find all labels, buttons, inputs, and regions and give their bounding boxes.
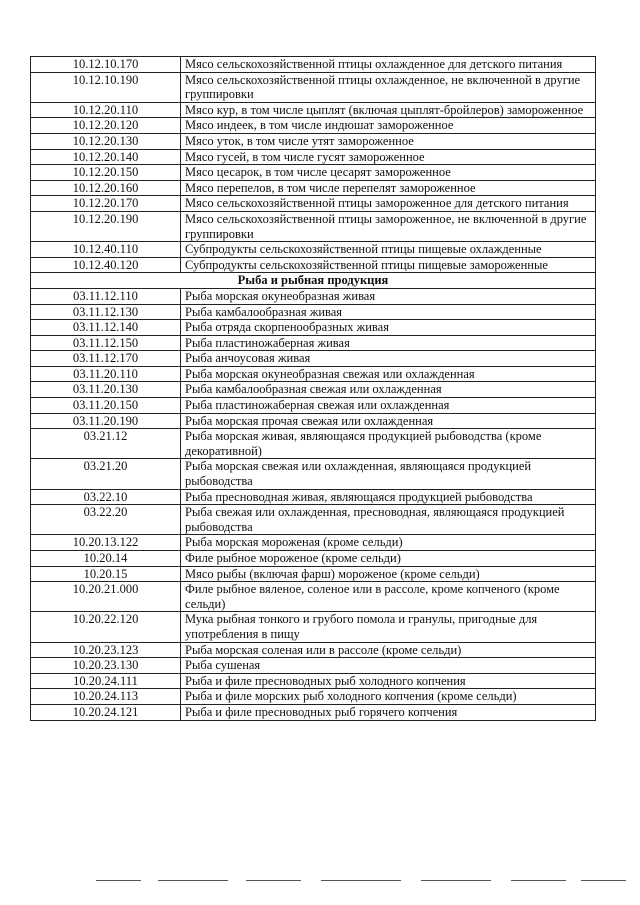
table-row bbox=[31, 658, 596, 674]
product-name-cell: Рыба свежая или охлажденная, пресноводная, являющаяся продукцией рыбоводства bbox=[181, 505, 596, 535]
product-name-cell: Мясо индеек, в том числе индюшат замороженное bbox=[181, 118, 596, 134]
table-row bbox=[31, 689, 596, 705]
product-name-cell: Рыба пресноводная живая, являющаяся продукцией рыбоводства bbox=[181, 489, 596, 505]
table-row bbox=[31, 535, 596, 551]
product-name-cell: Рыба сушеная bbox=[181, 658, 596, 674]
product-code-cell: 10.20.14 bbox=[31, 551, 181, 567]
product-code-table bbox=[30, 56, 596, 721]
product-name-cell: Рыба пластиножаберная живая bbox=[181, 335, 596, 351]
table-row bbox=[31, 165, 596, 181]
table-row bbox=[31, 673, 596, 689]
product-code-cell: 03.21.20 bbox=[31, 459, 181, 489]
table-row bbox=[31, 196, 596, 212]
table-row bbox=[31, 72, 596, 102]
table-row bbox=[31, 118, 596, 134]
product-code-cell: 03.22.10 bbox=[31, 489, 181, 505]
section-header-row bbox=[31, 273, 596, 289]
product-name-cell: Рыба пластиножаберная свежая или охлажденная bbox=[181, 398, 596, 414]
table-row bbox=[31, 149, 596, 165]
product-name-cell: Рыба морская соленая или в рассоле (кроме сельди) bbox=[181, 642, 596, 658]
table-row bbox=[31, 257, 596, 273]
table-row bbox=[31, 211, 596, 241]
product-name-cell: Рыба камбалообразная живая bbox=[181, 304, 596, 320]
product-code-cell: 03.11.20.130 bbox=[31, 382, 181, 398]
product-code-cell: 10.12.40.110 bbox=[31, 242, 181, 258]
product-name-cell: Субпродукты сельскохозяйственной птицы пищевые охлажденные bbox=[181, 242, 596, 258]
product-name-cell: Мясо уток, в том числе утят замороженное bbox=[181, 133, 596, 149]
table-row bbox=[31, 242, 596, 258]
product-code-cell: 03.11.12.110 bbox=[31, 288, 181, 304]
product-name-cell: Мясо сельскохозяйственной птицы охлажденное для детского питания bbox=[181, 57, 596, 73]
product-code-cell: 10.12.20.190 bbox=[31, 211, 181, 241]
table-row bbox=[31, 642, 596, 658]
table-row bbox=[31, 351, 596, 367]
table-row bbox=[31, 382, 596, 398]
product-name-cell: Рыба морская окунеобразная свежая или охлажденная bbox=[181, 366, 596, 382]
table-row bbox=[31, 320, 596, 336]
product-code-cell: 10.20.24.121 bbox=[31, 704, 181, 720]
product-code-cell: 03.11.20.190 bbox=[31, 413, 181, 429]
product-code-cell: 10.12.20.170 bbox=[31, 196, 181, 212]
product-name-cell: Рыба анчоусовая живая bbox=[181, 351, 596, 367]
product-code-cell: 10.12.20.150 bbox=[31, 165, 181, 181]
product-code-cell: 03.11.12.170 bbox=[31, 351, 181, 367]
product-code-cell: 10.20.13.122 bbox=[31, 535, 181, 551]
product-name-cell: Рыба морская прочая свежая или охлажденная bbox=[181, 413, 596, 429]
product-name-cell: Мука рыбная тонкого и грубого помола и гранулы, пригодные для употребления в пищу bbox=[181, 612, 596, 642]
table-row bbox=[31, 133, 596, 149]
product-name-cell: Мясо рыбы (включая фарш) мороженое (кроме сельди) bbox=[181, 566, 596, 582]
product-name-cell: Мясо сельскохозяйственной птицы охлажденное, не включенной в другие группировки bbox=[181, 72, 596, 102]
table-row bbox=[31, 335, 596, 351]
product-code-cell: 10.20.22.120 bbox=[31, 612, 181, 642]
section-title: Рыба и рыбная продукция bbox=[31, 273, 596, 289]
product-code-cell: 10.20.24.111 bbox=[31, 673, 181, 689]
product-code-cell: 10.12.20.140 bbox=[31, 149, 181, 165]
product-name-cell: Рыба морская свежая или охлажденная, являющаяся продукцией рыбоводства bbox=[181, 459, 596, 489]
table-row bbox=[31, 366, 596, 382]
product-name-cell: Субпродукты сельскохозяйственной птицы пищевые замороженные bbox=[181, 257, 596, 273]
product-name-cell: Рыба и филе морских рыб холодного копчения (кроме сельди) bbox=[181, 689, 596, 705]
product-code-cell: 03.21.12 bbox=[31, 429, 181, 459]
product-code-cell: 03.11.20.110 bbox=[31, 366, 181, 382]
product-code-cell: 03.11.12.140 bbox=[31, 320, 181, 336]
product-code-cell: 10.12.20.120 bbox=[31, 118, 181, 134]
table-row bbox=[31, 57, 596, 73]
product-name-cell: Мясо цесарок, в том числе цесарят замороженное bbox=[181, 165, 596, 181]
table-row bbox=[31, 489, 596, 505]
table-row bbox=[31, 102, 596, 118]
product-code-cell: 10.12.10.170 bbox=[31, 57, 181, 73]
product-name-cell: Рыба морская живая, являющаяся продукцией рыбоводства (кроме декоративной) bbox=[181, 429, 596, 459]
product-code-cell: 10.20.23.123 bbox=[31, 642, 181, 658]
table-row bbox=[31, 704, 596, 720]
table-row bbox=[31, 566, 596, 582]
table-row bbox=[31, 398, 596, 414]
table-row bbox=[31, 288, 596, 304]
product-name-cell: Мясо сельскохозяйственной птицы замороженное для детского питания bbox=[181, 196, 596, 212]
product-code-cell: 10.12.40.120 bbox=[31, 257, 181, 273]
product-name-cell: Рыба отряда скорпенообразных живая bbox=[181, 320, 596, 336]
product-code-cell: 10.20.15 bbox=[31, 566, 181, 582]
table-row bbox=[31, 180, 596, 196]
table-row bbox=[31, 413, 596, 429]
product-name-cell: Мясо сельскохозяйственной птицы замороженное, не включенной в другие группировки bbox=[181, 211, 596, 241]
product-code-cell: 10.20.23.130 bbox=[31, 658, 181, 674]
table-row bbox=[31, 612, 596, 642]
product-name-cell: Мясо гусей, в том числе гусят замороженное bbox=[181, 149, 596, 165]
product-name-cell: Рыба камбалообразная свежая или охлажденная bbox=[181, 382, 596, 398]
table-row bbox=[31, 582, 596, 612]
product-name-cell: Рыба морская мороженая (кроме сельди) bbox=[181, 535, 596, 551]
product-name-cell: Филе рыбное вяленое, соленое или в рассоле, кроме копченого (кроме сельди) bbox=[181, 582, 596, 612]
product-code-cell: 10.20.24.113 bbox=[31, 689, 181, 705]
product-code-cell: 10.12.10.190 bbox=[31, 72, 181, 102]
table-body bbox=[31, 57, 596, 721]
product-name-cell: Рыба морская окунеобразная живая bbox=[181, 288, 596, 304]
product-code-cell: 03.22.20 bbox=[31, 505, 181, 535]
table-row bbox=[31, 429, 596, 459]
product-name-cell: Мясо кур, в том числе цыплят (включая цыплят-бройлеров) замороженное bbox=[181, 102, 596, 118]
product-name-cell: Рыба и филе пресноводных рыб холодного копчения bbox=[181, 673, 596, 689]
product-code-cell: 10.20.21.000 bbox=[31, 582, 181, 612]
table-row bbox=[31, 304, 596, 320]
product-name-cell: Рыба и филе пресноводных рыб горячего копчения bbox=[181, 704, 596, 720]
footer-rule bbox=[96, 880, 626, 882]
product-code-cell: 10.12.20.160 bbox=[31, 180, 181, 196]
product-code-cell: 03.11.12.130 bbox=[31, 304, 181, 320]
product-code-cell: 03.11.20.150 bbox=[31, 398, 181, 414]
product-name-cell: Филе рыбное мороженое (кроме сельди) bbox=[181, 551, 596, 567]
table-row bbox=[31, 551, 596, 567]
table-row bbox=[31, 505, 596, 535]
product-code-cell: 10.12.20.130 bbox=[31, 133, 181, 149]
product-name-cell: Мясо перепелов, в том числе перепелят замороженное bbox=[181, 180, 596, 196]
table-row bbox=[31, 459, 596, 489]
product-code-cell: 03.11.12.150 bbox=[31, 335, 181, 351]
product-code-cell: 10.12.20.110 bbox=[31, 102, 181, 118]
